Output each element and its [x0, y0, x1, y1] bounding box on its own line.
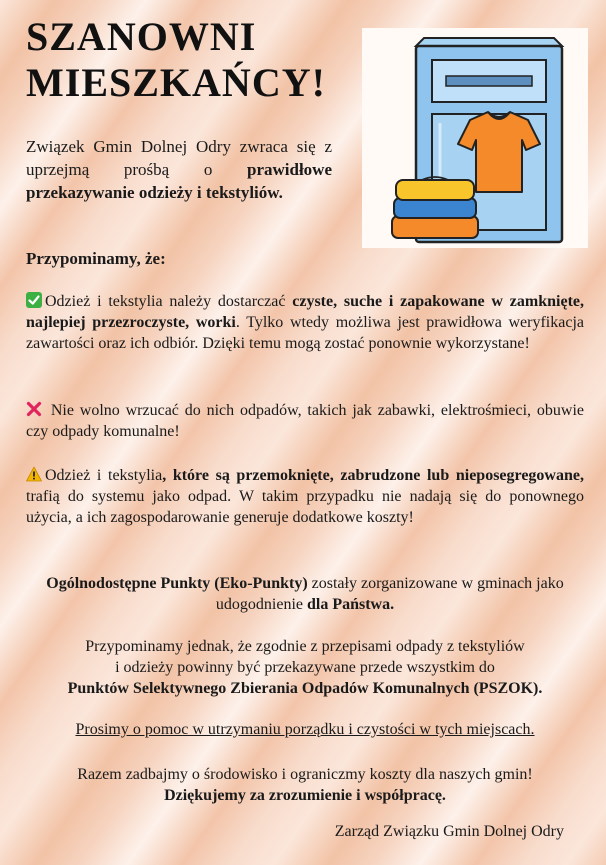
eko-bold-2: dla Państwa. [306, 596, 395, 613]
page-title [26, 14, 326, 106]
eko-points-paragraph [26, 573, 584, 615]
item-wet-text-2: trafią do systemu jako odpad. W takim przypadku nie nadają się do ponownego użycia, a ich zagospodarowanie generuje dodatkowe koszty! [26, 488, 584, 526]
title-line-1: SZANOWNI [26, 14, 257, 59]
closing-line-1: Razem zadbajmy o środowisko i ograniczmy koszty dla naszych gmin! [77, 766, 533, 783]
item-clean-bold: czyste, suche i zapakowane w zamknięte, najlepiej przezroczyste, worki [26, 293, 584, 331]
reminder-heading: Przypominamy, że: [26, 249, 166, 268]
item-clean-text-1: Odzież i tekstylia należy dostarczać [45, 293, 293, 310]
clothes-container-icon [362, 28, 588, 248]
intro-paragraph [26, 135, 332, 204]
closing-paragraph [26, 764, 584, 806]
item-wet-text-1: Odzież i tekstylia [45, 467, 163, 484]
closing-bold: Dziękujemy za zrozumienie i współpracę. [164, 787, 446, 804]
eko-text: zostały zorganizowane w gminach jako udogodnienie [215, 575, 564, 613]
check-mark-icon [26, 292, 42, 308]
pszok-line-2: i odzieży powinny być przekazywane przede wszystkim do [115, 659, 495, 676]
cross-mark-icon [26, 401, 42, 417]
intro-text: Związek Gmin Dolnej Odry zwraca się z uprzejmą prośbą o [26, 137, 332, 179]
warning-icon [26, 466, 42, 482]
item-clean-clothes [26, 291, 584, 354]
item-forbidden-waste [26, 400, 584, 442]
item-wet-dirty [26, 465, 584, 528]
title-line-2: MIESZKAŃCY! [26, 60, 326, 105]
item-clean-text-2: . Tylko wtedy możliwa jest prawidłowa weryfikacja zawartości oraz ich odbiór. Dzięki temu mogą zostać ponownie wykorzystane! [26, 314, 584, 352]
signature: Zarząd Związku Gmin Dolnej Odry [334, 823, 564, 840]
eko-bold-1: Ogólnodostępne Punkty (Eko-Punkty) [46, 575, 308, 592]
pszok-paragraph [26, 636, 584, 699]
intro-bold: prawidłowe przekazywanie odzieży i tekstyliów. [26, 160, 332, 202]
item-forbidden-text: Nie wolno wrzucać do nich odpadów, takich jak zabawki, elektrośmieci, obuwie czy odpady komunalne! [26, 402, 584, 440]
pszok-line-1: Przypominamy jednak, że zgodnie z przepisami odpady z tekstyliów [85, 638, 525, 655]
request-paragraph: Prosimy o pomoc w utrzymaniu porządku i czystości w tych miejscach. [75, 721, 535, 738]
item-wet-bold: , które są przemoknięte, zabrudzone lub nieposegregowane, [162, 467, 584, 484]
clothes-container-illustration [362, 28, 588, 248]
pszok-bold: Punktów Selektywnego Zbierania Odpadów Komunalnych (PSZOK). [67, 680, 543, 697]
